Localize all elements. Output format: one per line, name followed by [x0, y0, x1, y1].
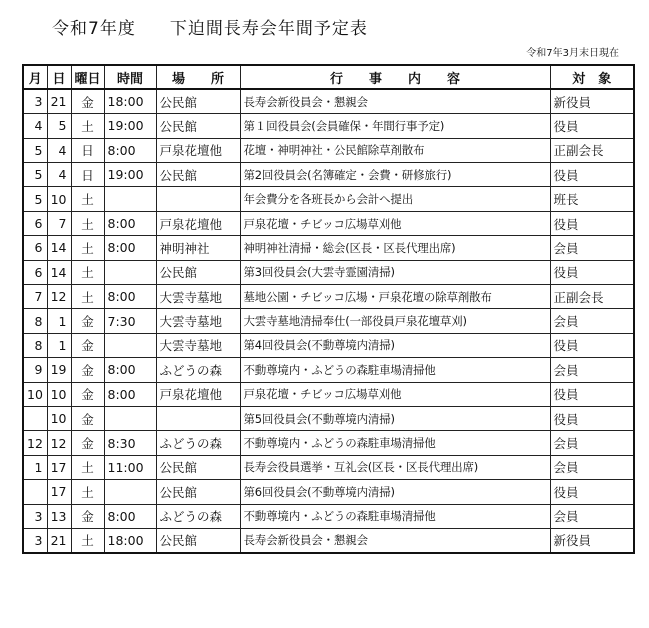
- cell-event: 不動尊境内・ふどうの森駐車場清掃他: [240, 358, 550, 382]
- title-schedule-name: 下迫間長寿会年間予定表: [169, 19, 368, 39]
- cell-place: 公民館: [156, 89, 240, 113]
- cell-target: 役員: [550, 211, 634, 235]
- cell-time: 8:00: [104, 358, 156, 382]
- cell-day: 21: [47, 89, 71, 113]
- cell-month: [23, 480, 47, 504]
- cell-event: 長寿会新役員会・懇親会: [240, 528, 550, 552]
- cell-event: 第6回役員会(不動尊境内清掃): [240, 480, 550, 504]
- table-row: [23, 89, 634, 113]
- cell-time: 8:00: [104, 285, 156, 309]
- cell-month: 6: [23, 236, 47, 260]
- cell-place: 大雲寺墓地: [156, 309, 240, 333]
- cell-target: 会員: [550, 236, 634, 260]
- cell-time: 11:00: [104, 455, 156, 479]
- cell-day: 10: [47, 382, 71, 406]
- cell-time: 7:30: [104, 309, 156, 333]
- cell-place: 戸泉花壇他: [156, 211, 240, 235]
- cell-month: 5: [23, 138, 47, 162]
- cell-month: 10: [23, 382, 47, 406]
- cell-day: 10: [47, 187, 71, 211]
- cell-event: 第3回役員会(大雲寺霊園清掃): [240, 260, 550, 284]
- cell-target: 新役員: [550, 89, 634, 113]
- cell-place: [156, 187, 240, 211]
- cell-month: 6: [23, 260, 47, 284]
- cell-place: ふどうの森: [156, 431, 240, 455]
- header-month: 月: [23, 65, 47, 89]
- cell-month: 3: [23, 89, 47, 113]
- cell-month: 8: [23, 333, 47, 357]
- cell-weekday: 土: [71, 285, 104, 309]
- cell-event: 戸泉花壇・チビッコ広場草刈他: [240, 211, 550, 235]
- cell-month: 5: [23, 163, 47, 187]
- cell-time: 8:00: [104, 211, 156, 235]
- schedule-table: [22, 64, 635, 554]
- cell-time: 19:00: [104, 163, 156, 187]
- cell-day: 12: [47, 431, 71, 455]
- cell-place: ふどうの森: [156, 504, 240, 528]
- cell-place: 大雲寺墓地: [156, 333, 240, 357]
- cell-day: 17: [47, 480, 71, 504]
- cell-weekday: 土: [71, 236, 104, 260]
- cell-weekday: 日: [71, 138, 104, 162]
- cell-weekday: 土: [71, 528, 104, 552]
- cell-target: 新役員: [550, 528, 634, 552]
- cell-month: 5: [23, 187, 47, 211]
- cell-day: 19: [47, 358, 71, 382]
- cell-target: 会員: [550, 358, 634, 382]
- cell-event: 第2回役員会(名簿確定・会費・研修旅行): [240, 163, 550, 187]
- cell-time: 18:00: [104, 89, 156, 113]
- cell-event: 墓地公園・チビッコ広場・戸泉花壇の除草剤散布: [240, 285, 550, 309]
- cell-event: 大雲寺墓地清掃奉仕(一部役員戸泉花壇草刈): [240, 309, 550, 333]
- table-row: [23, 211, 634, 235]
- cell-day: 1: [47, 333, 71, 357]
- cell-event: 神明神社清掃・総会(区長・区長代理出席): [240, 236, 550, 260]
- header-event: 行 事 内 容: [240, 65, 550, 89]
- cell-target: 正副会長: [550, 285, 634, 309]
- cell-place: 戸泉花壇他: [156, 382, 240, 406]
- cell-time: [104, 260, 156, 284]
- cell-target: 役員: [550, 114, 634, 138]
- table-row: [23, 504, 634, 528]
- cell-target: 役員: [550, 480, 634, 504]
- table-row: [23, 260, 634, 284]
- cell-month: 4: [23, 114, 47, 138]
- cell-time: 8:00: [104, 236, 156, 260]
- cell-event: 第5回役員会(不動尊境内清掃): [240, 406, 550, 430]
- table-row: [23, 406, 634, 430]
- cell-time: 8:00: [104, 382, 156, 406]
- cell-time: 8:00: [104, 504, 156, 528]
- cell-weekday: 土: [71, 211, 104, 235]
- table-row: [23, 285, 634, 309]
- cell-month: 8: [23, 309, 47, 333]
- cell-time: 18:00: [104, 528, 156, 552]
- cell-day: 7: [47, 211, 71, 235]
- cell-place: 公民館: [156, 480, 240, 504]
- table-row: [23, 309, 634, 333]
- cell-event: 不動尊境内・ふどうの森駐車場清掃他: [240, 431, 550, 455]
- cell-weekday: 金: [71, 504, 104, 528]
- cell-time: [104, 406, 156, 430]
- cell-weekday: 金: [71, 406, 104, 430]
- cell-weekday: 土: [71, 114, 104, 138]
- table-row: [23, 163, 634, 187]
- table-row: [23, 431, 634, 455]
- cell-month: 3: [23, 504, 47, 528]
- table-row: [23, 455, 634, 479]
- cell-target: 会員: [550, 431, 634, 455]
- cell-time: 8:30: [104, 431, 156, 455]
- table-row: [23, 358, 634, 382]
- cell-weekday: 金: [71, 382, 104, 406]
- cell-day: 10: [47, 406, 71, 430]
- cell-place: [156, 406, 240, 430]
- cell-time: [104, 187, 156, 211]
- cell-event: 第4回役員会(不動尊境内清掃): [240, 333, 550, 357]
- cell-event: 長寿会役員選挙・互礼会(区長・区長代理出席): [240, 455, 550, 479]
- cell-place: 神明神社: [156, 236, 240, 260]
- cell-place: 大雲寺墓地: [156, 285, 240, 309]
- cell-weekday: 金: [71, 89, 104, 113]
- cell-target: 班長: [550, 187, 634, 211]
- cell-event: 花壇・神明神社・公民館除草剤散布: [240, 138, 550, 162]
- cell-weekday: 土: [71, 455, 104, 479]
- cell-event: 長寿会新役員会・懇親会: [240, 89, 550, 113]
- table-row: [23, 187, 634, 211]
- cell-month: 7: [23, 285, 47, 309]
- cell-month: 9: [23, 358, 47, 382]
- table-row: [23, 382, 634, 406]
- cell-place: 戸泉花壇他: [156, 138, 240, 162]
- cell-place: 公民館: [156, 163, 240, 187]
- cell-target: 正副会長: [550, 138, 634, 162]
- cell-day: 21: [47, 528, 71, 552]
- cell-day: 14: [47, 236, 71, 260]
- cell-day: 4: [47, 138, 71, 162]
- table-row: [23, 528, 634, 552]
- cell-day: 5: [47, 114, 71, 138]
- cell-target: 会員: [550, 455, 634, 479]
- header-place: 場 所: [156, 65, 240, 89]
- header-target: 対 象: [550, 65, 634, 89]
- cell-time: [104, 480, 156, 504]
- cell-weekday: 金: [71, 358, 104, 382]
- cell-day: 12: [47, 285, 71, 309]
- cell-day: 1: [47, 309, 71, 333]
- cell-event: 第１回役員会(会員確保・年間行事予定): [240, 114, 550, 138]
- cell-weekday: 土: [71, 187, 104, 211]
- cell-day: 13: [47, 504, 71, 528]
- cell-day: 14: [47, 260, 71, 284]
- header-time: 時間: [104, 65, 156, 89]
- cell-day: 4: [47, 163, 71, 187]
- cell-target: 役員: [550, 163, 634, 187]
- cell-time: 8:00: [104, 138, 156, 162]
- cell-event: 年会費分を各班長から会計へ提出: [240, 187, 550, 211]
- cell-place: 公民館: [156, 260, 240, 284]
- cell-place: 公民館: [156, 114, 240, 138]
- cell-target: 役員: [550, 382, 634, 406]
- cell-month: 3: [23, 528, 47, 552]
- table-row: [23, 480, 634, 504]
- cell-weekday: 土: [71, 480, 104, 504]
- cell-month: 6: [23, 211, 47, 235]
- table-row: [23, 333, 634, 357]
- cell-month: [23, 406, 47, 430]
- cell-weekday: 土: [71, 260, 104, 284]
- cell-place: ふどうの森: [156, 358, 240, 382]
- cell-weekday: 日: [71, 163, 104, 187]
- table-row: [23, 138, 634, 162]
- cell-month: 12: [23, 431, 47, 455]
- cell-event: 戸泉花壇・チビッコ広場草刈他: [240, 382, 550, 406]
- cell-weekday: 金: [71, 431, 104, 455]
- cell-target: 会員: [550, 309, 634, 333]
- header-row: [23, 65, 634, 89]
- cell-target: 役員: [550, 406, 634, 430]
- cell-month: 1: [23, 455, 47, 479]
- cell-time: [104, 333, 156, 357]
- title-fiscal-year: 令和7年度: [52, 19, 136, 39]
- cell-target: 役員: [550, 333, 634, 357]
- header-weekday: 曜日: [71, 65, 104, 89]
- header-day: 日: [47, 65, 71, 89]
- cell-event: 不動尊境内・ふどうの森駐車場清掃他: [240, 504, 550, 528]
- table-row: [23, 114, 634, 138]
- cell-time: 19:00: [104, 114, 156, 138]
- table-row: [23, 236, 634, 260]
- cell-weekday: 金: [71, 333, 104, 357]
- cell-target: 会員: [550, 504, 634, 528]
- cell-target: 役員: [550, 260, 634, 284]
- page-title: [52, 14, 368, 39]
- as-of-date: 令和7年3月末日現在: [526, 48, 619, 59]
- cell-place: 公民館: [156, 528, 240, 552]
- cell-day: 17: [47, 455, 71, 479]
- cell-place: 公民館: [156, 455, 240, 479]
- cell-weekday: 金: [71, 309, 104, 333]
